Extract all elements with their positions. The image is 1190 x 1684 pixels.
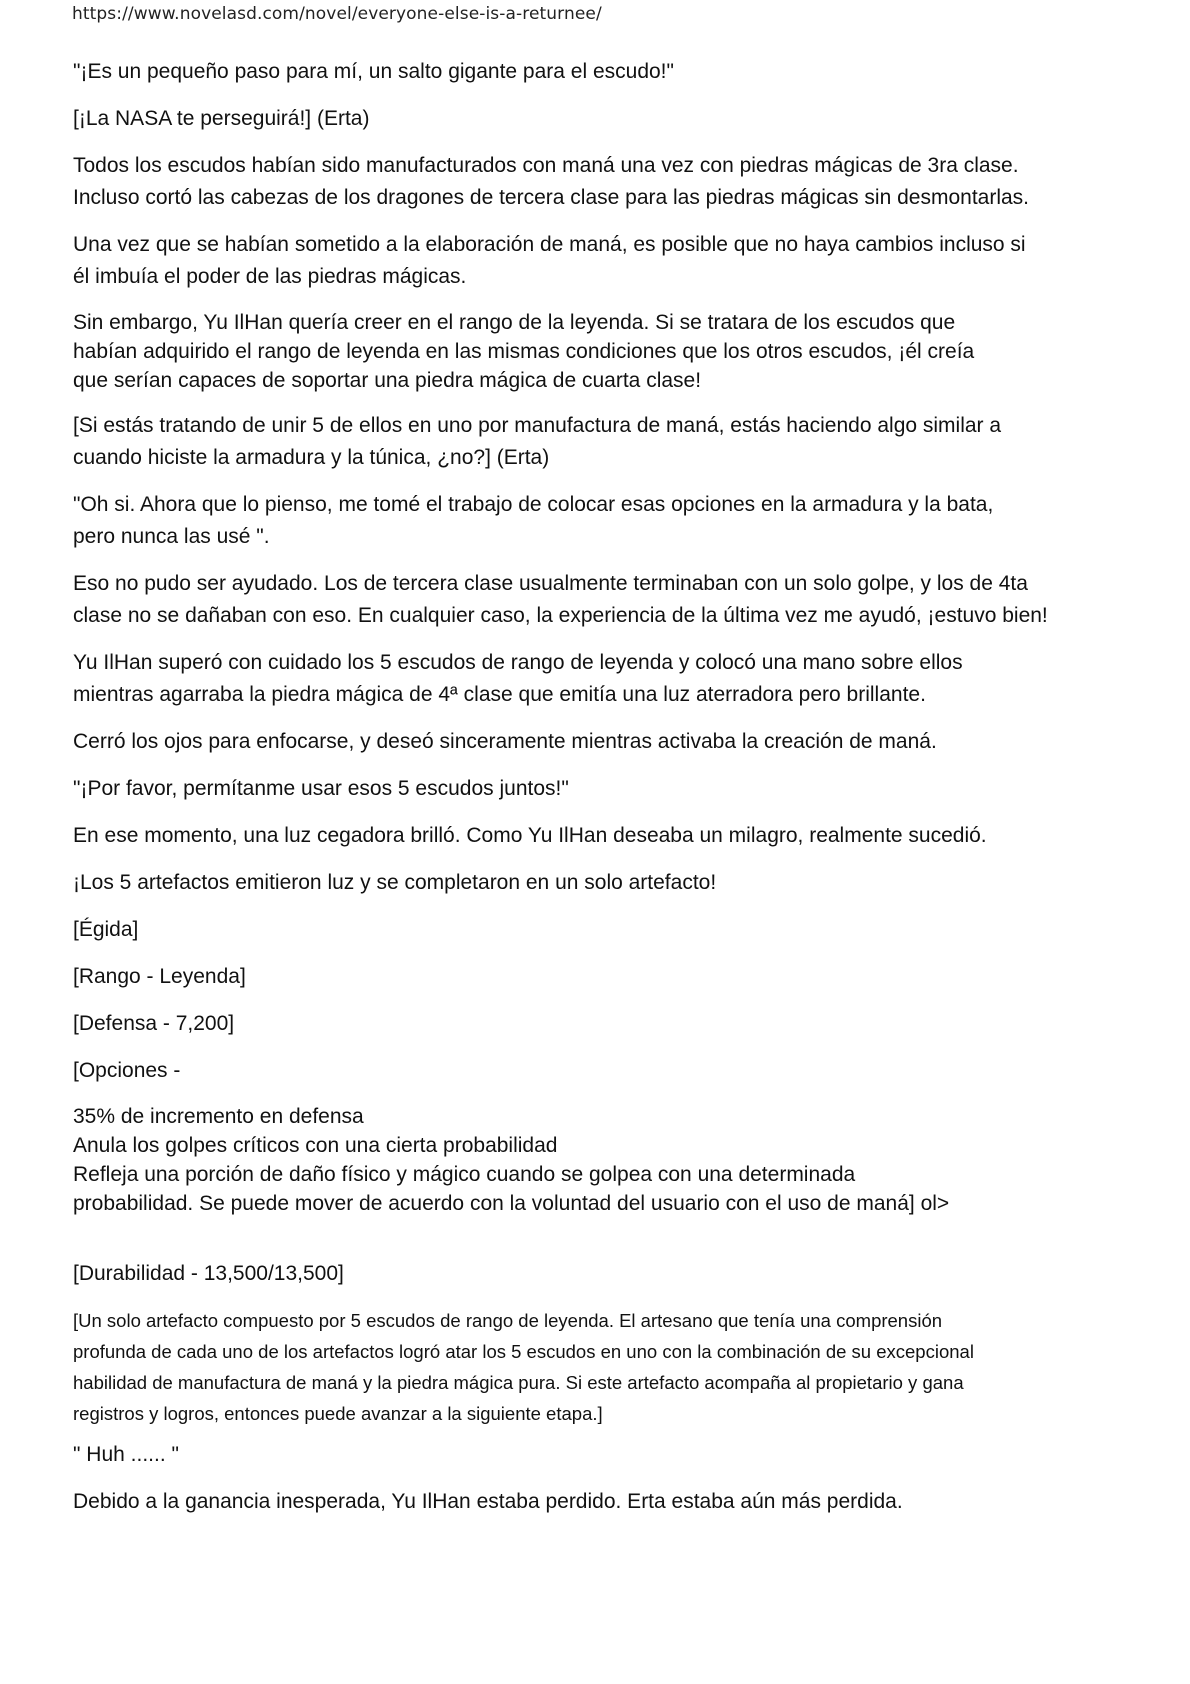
paragraph: Todos los escudos habían sido manufacturados con maná una vez con piedras mágicas de 3ra clase. Incluso cortó las cabezas de los dragones de tercera clase para las piedras mágicas sin desmontarlas. [73,154,1030,209]
paragraph: "Oh si. Ahora que lo pienso, me tomé el trabajo de colocar esas opciones en la armadura y la bata, pero nunca las usé ". [73,493,994,548]
paragraph: " Huh ...... " [73,1443,179,1466]
paragraph: "¡Por favor, permítanme usar esos 5 escudos juntos!" [73,777,569,800]
spacer [73,1233,1123,1258]
document-body [73,56,1123,1533]
paragraph: Una vez que se habían sometido a la elaboración de maná, es posible que no haya cambios incluso si él imbuía el poder de las piedras mágicas. [73,233,1026,288]
paragraph: "¡Es un pequeño paso para mí, un salto gigante para el escudo!" [73,60,674,83]
paragraph: En ese momento, una luz cegadora brilló. Como Yu IlHan deseaba un milagro, realmente sucedió. [73,824,987,847]
paragraph: [¡La NASA te perseguirá!] (Erta) [73,107,370,130]
paragraph: Yu IlHan superó con cuidado los 5 escudos de rango de leyenda y colocó una mano sobre ellos mientras agarraba la piedra mágica de 4ª clase que emitía una luz aterradora pero brillante. [73,651,963,706]
paragraph: Debido a la ganancia inesperada, Yu IlHan estaba perdido. Erta estaba aún más perdida. [73,1490,903,1513]
paragraph: Eso no pudo ser ayudado. Los de tercera clase usualmente terminaban con un solo golpe, y los de 4ta clase no se dañaban con eso. En cualquier caso, la experiencia de la última vez me ayudó, ¡estuvo bien! [73,572,1048,627]
item-options-list: 35% de incremento en defensa Anula los golpes críticos con una cierta probabilidad Refleja una porción de daño físico y mágico cuando se golpea con una determinada probabilidad. Se puede mover de acuerdo con la voluntad del usuario con el uso de maná] ol> [73,1105,950,1215]
item-options-header: [Opciones - [73,1059,181,1082]
item-defense: [Defensa - 7,200] [73,1012,235,1035]
item-description: [Un solo artefacto compuesto por 5 escudos de rango de leyenda. El artesano que tenía una comprensión profunda de cada uno de los artefactos logró atar los 5 escudos en uno con la combinación de su excepcional habilidad de manufactura de maná y la piedra mágica pura. Si este artefacto acompaña al propietario y gana registros y logros, entonces puede avanzar a la siguiente etapa.] [73,1310,974,1424]
paragraph: [Si estás tratando de unir 5 de ellos en uno por manufactura de maná, estás haciendo algo similar a cuando hiciste la armadura y la túnica, ¿no?] (Erta) [73,414,1002,469]
source-url: https://www.novelasd.com/novel/everyone-else-is-a-returnee/ [72,4,602,24]
item-rank: [Rango - Leyenda] [73,965,246,988]
item-durability: [Durabilidad - 13,500/13,500] [73,1262,344,1285]
paragraph: ¡Los 5 artefactos emitieron luz y se completaron en un solo artefacto! [73,871,717,894]
paragraph: Sin embargo, Yu IlHan quería creer en el rango de la leyenda. Si se tratara de los escudos que habían adquirido el rango de leyenda en las mismas condiciones que los otros escudos, ¡él creía que serían capaces de soportar una piedra mágica de cuarta clase! [73,311,975,392]
item-name: [Égida] [73,918,139,941]
paragraph: Cerró los ojos para enfocarse, y deseó sinceramente mientras activaba la creación de maná. [73,730,937,753]
